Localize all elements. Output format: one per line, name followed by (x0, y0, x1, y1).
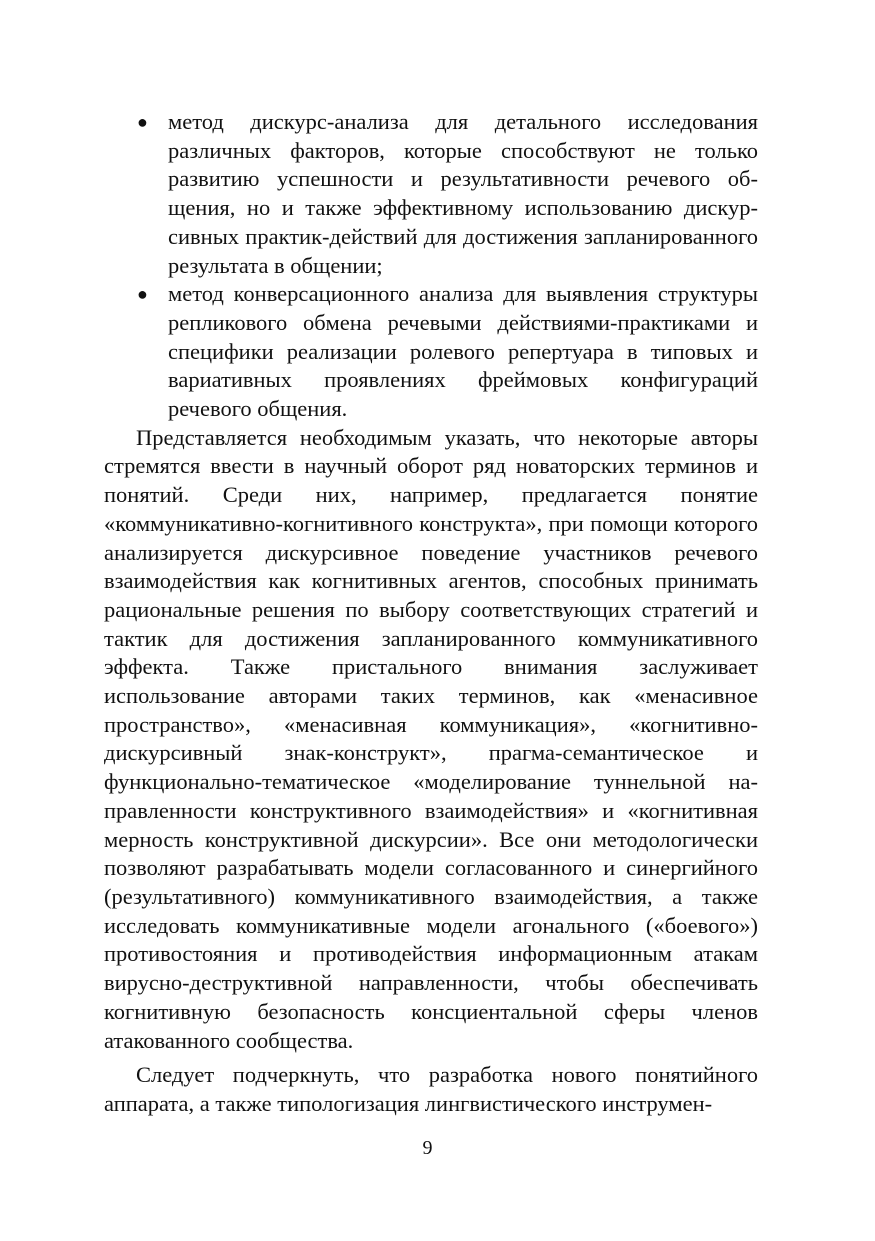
page-number: 9 (422, 1137, 433, 1159)
list-item-text: метод дискурс-анализа для детального исследования различных факторов, которые способствуют не только развитию успешности и результативности речевого общения, но и также эффективному использованию дискурсивных практик-действий для достижения запланированного результата в общении; (168, 109, 758, 278)
list-item (104, 280, 758, 424)
paragraph: Следует подчеркнуть, что разработка нового понятийного аппарата, а также типологизация лингвистического инструмен- (104, 1062, 758, 1116)
paragraph: Представляется необходимым указать, что некоторые авторы стремятся ввести в научный оборот ряд новаторских терминов и понятий. Среди них, например, предлагается понятие «коммуникативно-когнитивного конструкта», при помощи которого анализируется дискурсивное поведение участников речевого взаимодействия как когнитивных агентов, способных принимать рациональные решения по выбору соответствующих стратегий и тактик для достижения запланированного коммуникативного эффекта. Также пристального внимания заслуживает использование авторами таких терминов, как «менасивное пространство», «менасивная коммуникация», «когнитивно-дискурсивный знак-конструкт», прагма-семантическое и функционально-тематическое «моделирование туннельной направленности конструктивного взаимодействия» и «когнитивная мерность конструктивной дискурсии». Все они методологически позволяют разрабатывать модели согласованного и синергийного (результативного) коммуникативного взаимодействия, а также исследовать коммуникативные модели агонального («боевого») противостояния и противодействия информационным атакам вирусно-деструктивной направленности, чтобы обеспечивать когнитивную безопасность консциентальной сферы членов атакованного сообщества. (104, 424, 758, 1053)
list-item (104, 108, 758, 280)
list-item-text: метод конверсационного анализа для выявления структуры репликового обмена речевыми действиями-практиками и специфики реализации ролевого репертуара в типовых и вариативных проявлениях фреймовых конфигураций речевого общения. (168, 281, 758, 422)
bullet-icon: ● (137, 284, 148, 305)
bullet-icon: ● (137, 112, 148, 132)
method-list (104, 108, 758, 424)
body-text (104, 108, 758, 1119)
